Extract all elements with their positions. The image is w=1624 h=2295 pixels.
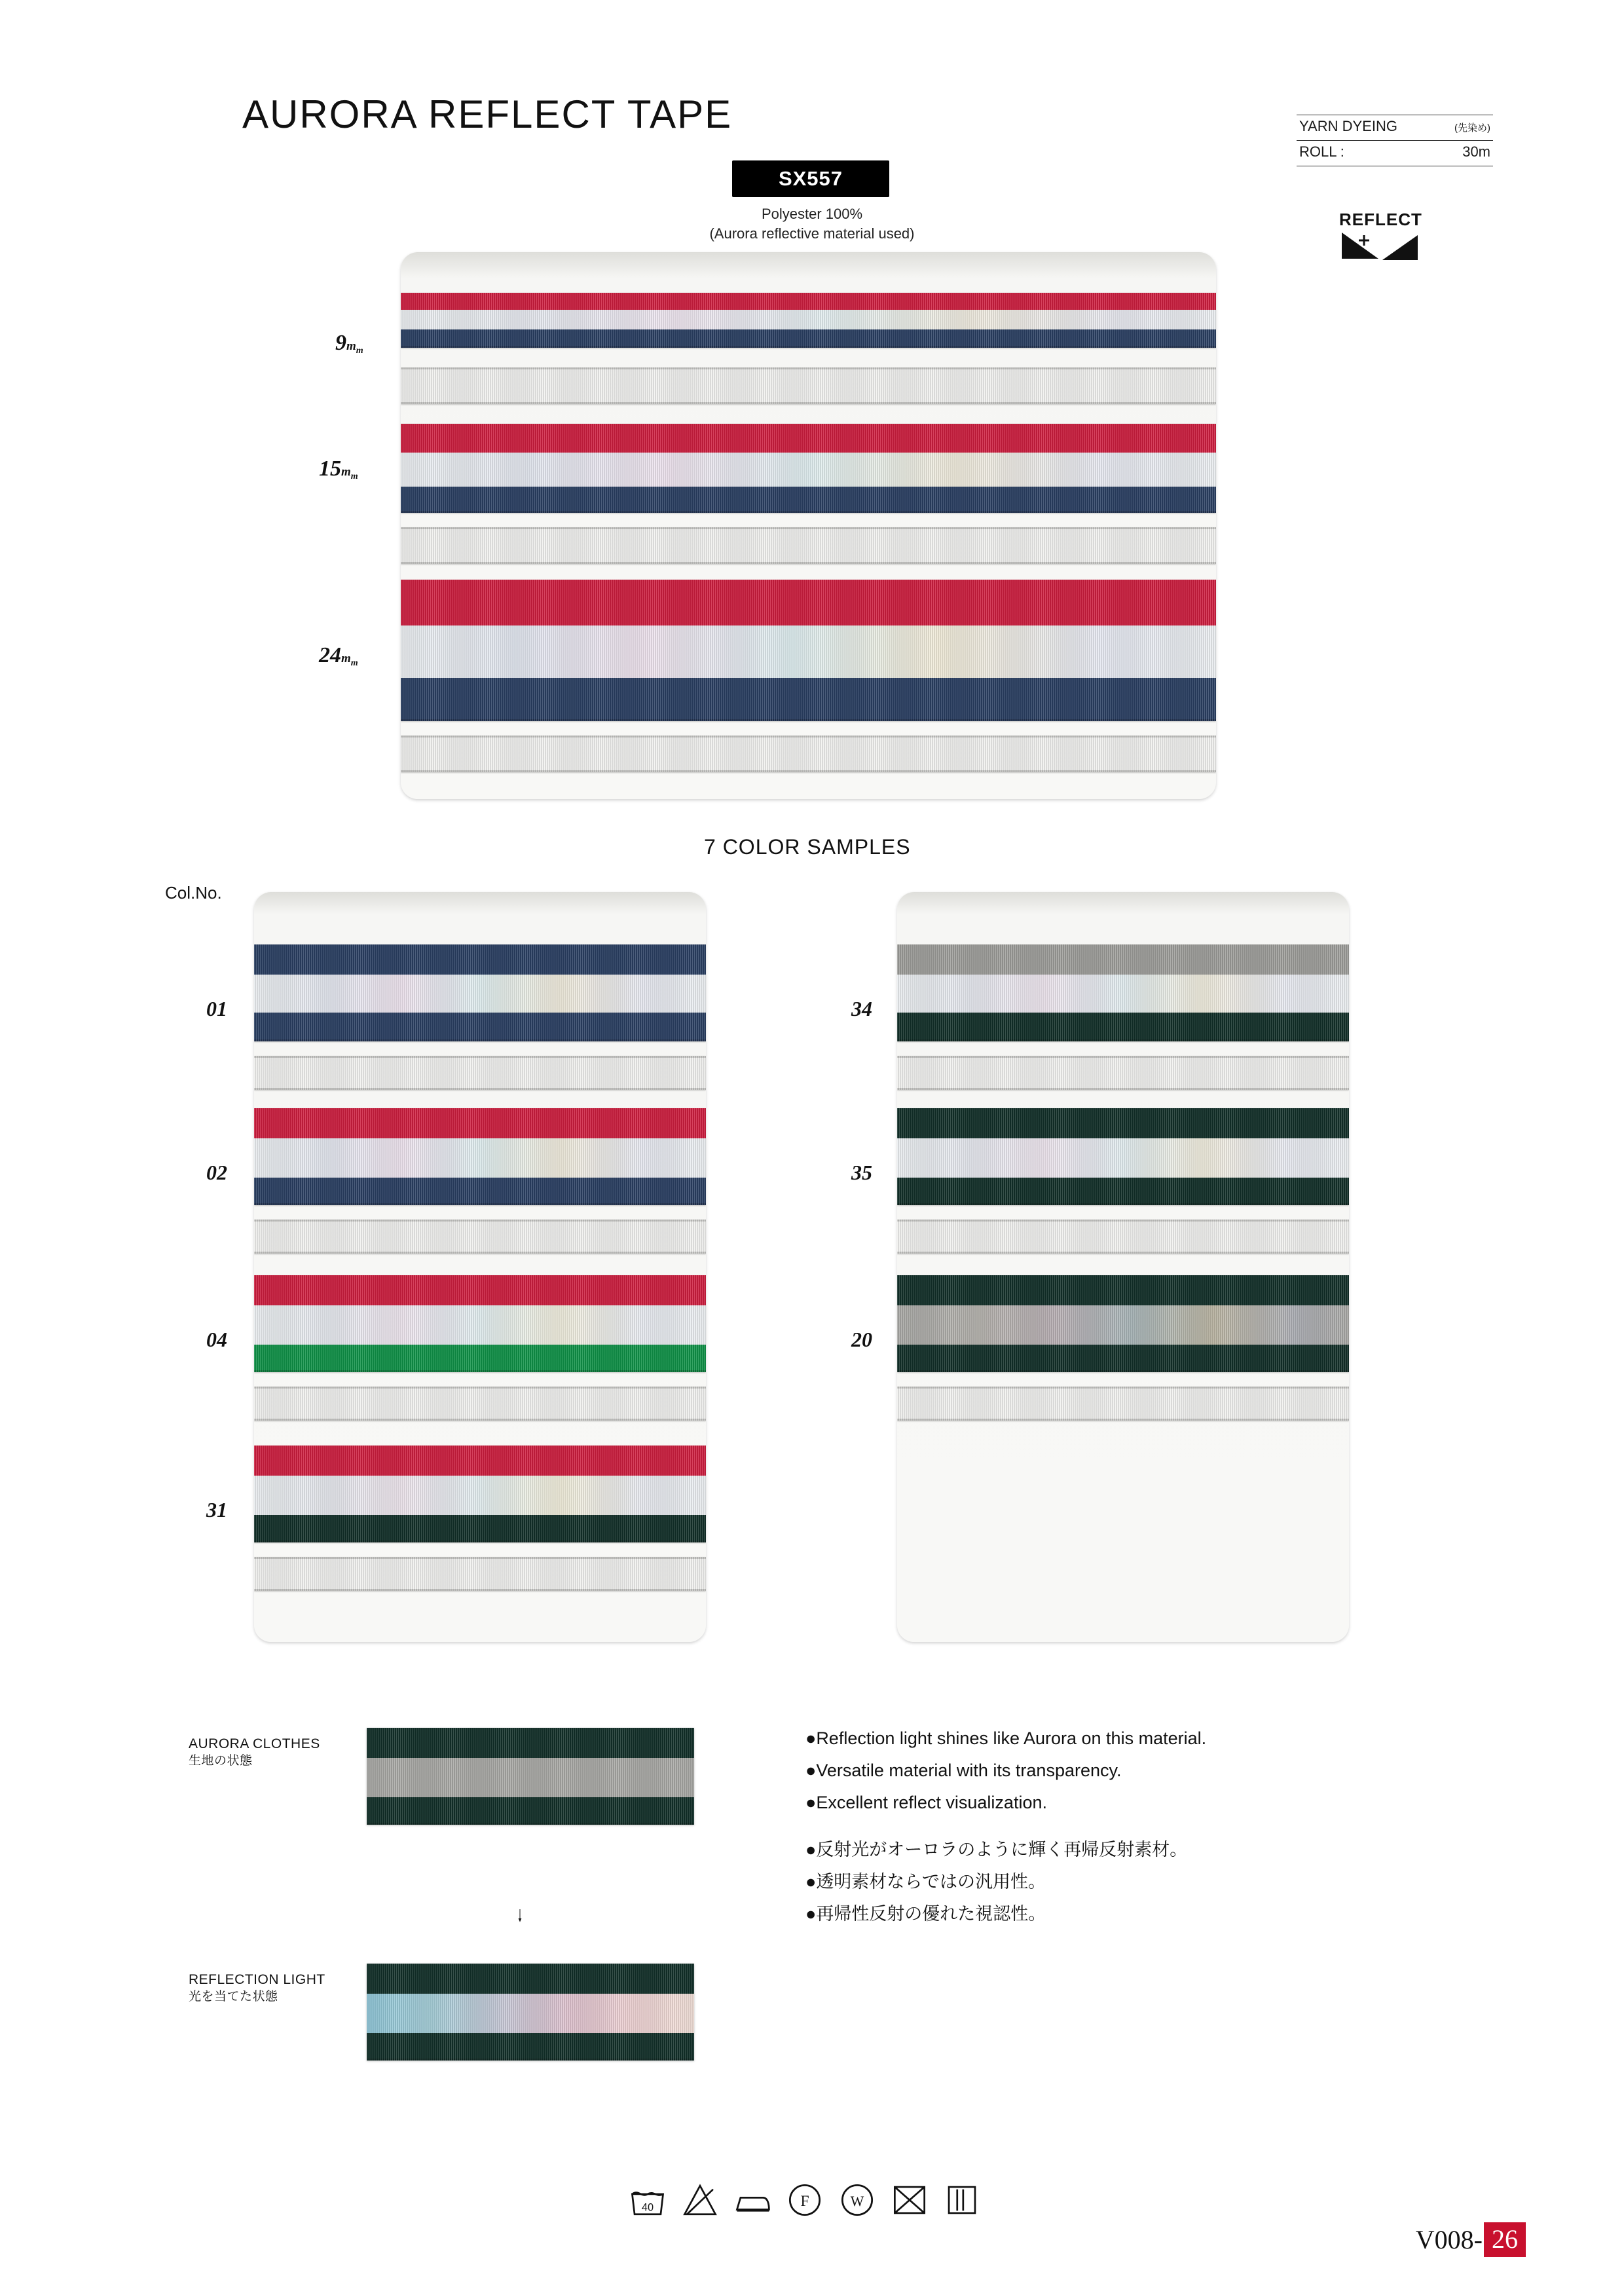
- sample-tape-31: [254, 1446, 706, 1542]
- product-code-badge: SX557: [732, 160, 889, 197]
- reflect-mark: [1339, 210, 1464, 269]
- line-dry-icon: [943, 2181, 981, 2219]
- sample-gap-6: [897, 1220, 1349, 1254]
- size-value-24: 24: [319, 643, 341, 667]
- demo-tape-reflected: [367, 1964, 694, 2061]
- samples-section-title: 7 COLOR SAMPLES: [704, 835, 911, 859]
- sample-tape-01: [254, 944, 706, 1041]
- size-unit-sub-9: m: [356, 345, 363, 356]
- sample-tape-35: [897, 1108, 1349, 1205]
- size-unit-15: m: [341, 465, 351, 479]
- bullets-jp: [805, 1834, 1187, 1930]
- composition-text: [668, 204, 956, 244]
- sample-gap-7: [897, 1387, 1349, 1421]
- size-value-15: 15: [319, 457, 341, 481]
- roll-row: [1297, 141, 1493, 166]
- page-number: 26: [1484, 2222, 1526, 2257]
- bullet-en-2: ●Versatile material with its transparency.: [805, 1761, 1122, 1780]
- aurora-clothes-label-en: AURORA CLOTHES: [189, 1736, 320, 1751]
- sample-tape-20: [897, 1275, 1349, 1372]
- dyeing-row: [1297, 115, 1493, 141]
- info-box: [1297, 115, 1493, 166]
- reflect-mark-label: REFLECT: [1339, 210, 1422, 229]
- col-no-04: 04: [206, 1328, 227, 1351]
- tape-spacer-2: [401, 527, 1216, 564]
- size-unit-9: m: [346, 339, 356, 353]
- roll-value: 30m: [1462, 143, 1490, 160]
- svg-text:W: W: [850, 2193, 864, 2210]
- size-label-15mm: [319, 457, 358, 482]
- col-no-31: 31: [206, 1498, 227, 1521]
- dryclean-w-icon: [838, 2181, 876, 2219]
- size-unit-24: m: [341, 652, 351, 665]
- sample-gap-2: [254, 1220, 706, 1254]
- tape-15mm: [401, 424, 1216, 513]
- sample-tape-04: [254, 1275, 706, 1372]
- footer: [1416, 2222, 1526, 2257]
- size-label-9mm: [335, 331, 363, 356]
- aurora-clothes-label-jp: 生地の状態: [189, 1754, 253, 1768]
- col-no-02: 02: [206, 1161, 227, 1184]
- sample-gap-5: [897, 1056, 1349, 1090]
- main-swatch-card: [401, 252, 1216, 799]
- tumble-dry-not-icon: [891, 2181, 929, 2219]
- tape-9mm: [401, 293, 1216, 348]
- tape-24mm: [401, 580, 1216, 721]
- reflection-light-label: [189, 1971, 325, 2006]
- wash-40-icon: [629, 2181, 667, 2219]
- size-unit-sub-24: m: [350, 658, 358, 668]
- sample-card-right: [897, 892, 1349, 1642]
- col-no-01: 01: [206, 997, 227, 1020]
- iron-icon: [733, 2181, 771, 2219]
- size-label-24mm: [319, 643, 358, 669]
- composition-line-1: Polyester 100%: [761, 206, 863, 222]
- demo-tape-normal: [367, 1728, 694, 1825]
- dryclean-f-icon: [786, 2181, 824, 2219]
- aurora-clothes-label: [189, 1736, 320, 1770]
- sample-card-left: [254, 892, 706, 1642]
- sample-gap-4: [254, 1557, 706, 1591]
- col-no-label: Col.No.: [165, 883, 222, 903]
- size-unit-sub-15: m: [350, 471, 358, 481]
- reflection-light-label-jp: 光を当てた状態: [189, 1990, 278, 2004]
- bullet-jp-3: ●再帰性反射の優れた視認性。: [805, 1904, 1046, 1924]
- reflection-light-label-en: REFLECTION LIGHT: [189, 1972, 325, 1987]
- bullets-en: [805, 1723, 1206, 1819]
- dyeing-label: YARN DYEING: [1299, 118, 1397, 134]
- svg-text:40: 40: [641, 2201, 654, 2214]
- care-icons-row: [629, 2181, 981, 2219]
- size-value-9: 9: [335, 331, 346, 355]
- tape-spacer-3: [401, 736, 1216, 772]
- bullet-en-1: ●Reflection light shines like Aurora on this material.: [805, 1728, 1207, 1748]
- tape-spacer-1: [401, 367, 1216, 404]
- bullet-en-3: ●Excellent reflect visualization.: [805, 1793, 1047, 1812]
- composition-line-2: (Aurora reflective material used): [709, 225, 915, 242]
- arrow-down-icon: [517, 1886, 523, 1945]
- col-no-34: 34: [851, 997, 872, 1020]
- bleach-not-icon: [681, 2181, 719, 2219]
- reflect-arrow-icon: [1339, 230, 1464, 267]
- svg-text:F: F: [800, 2193, 809, 2211]
- sample-tape-02: [254, 1108, 706, 1205]
- sample-tape-34: [897, 944, 1349, 1041]
- dyeing-sub-label: (先染め): [1454, 122, 1490, 134]
- col-no-20: 20: [851, 1328, 872, 1351]
- bullet-jp-1: ●反射光がオーロラのように輝く再帰反射素材。: [805, 1840, 1188, 1859]
- sample-gap-1: [254, 1056, 706, 1090]
- roll-label: ROLL :: [1299, 143, 1344, 160]
- bullet-jp-2: ●透明素材ならではの汎用性。: [805, 1872, 1046, 1892]
- page-title: AURORA REFLECT TAPE: [242, 92, 733, 136]
- col-no-35: 35: [851, 1161, 872, 1184]
- catalog-code: V008-: [1415, 2225, 1483, 2254]
- sample-gap-3: [254, 1387, 706, 1421]
